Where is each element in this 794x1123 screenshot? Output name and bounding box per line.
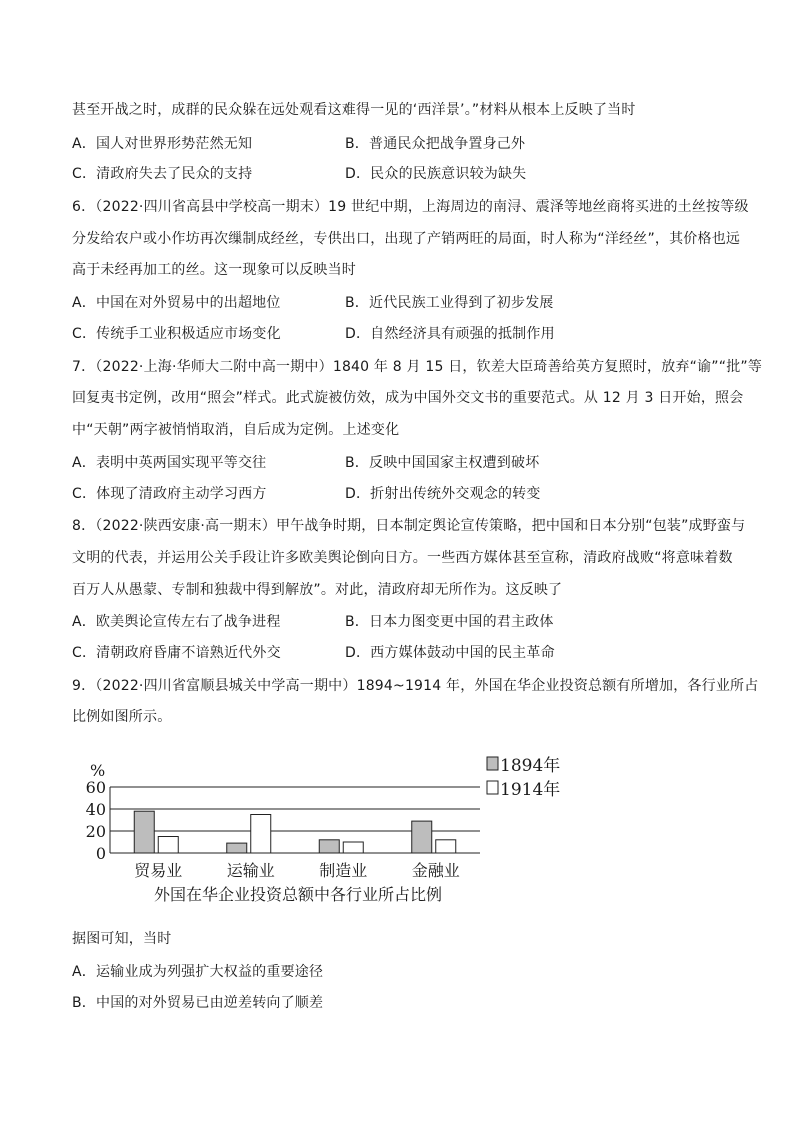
y-tick-label: 40 <box>85 800 106 819</box>
q7-stem-line-2: 回复夷书定例，改用“照会”样式。此式旋被仿效，成为中国外交文书的重要范式。从 12 月 3 日开始，照会 <box>72 390 744 406</box>
question-5-stem-end: 甚至开战之时，成群的民众躲在远处观看这难得一见的‘西洋景’。”材料从根本上反映了当时 <box>72 102 636 118</box>
q7-option-d: D．折射出传统外交观念的转变 <box>345 486 541 502</box>
q7-stem-line-1: 7．（2022·上海·华师大二附中高一期中）1840 年 8 月 15 日，钦差大臣琦善给英方复照时，放弃“谕”“批”等 <box>72 359 763 375</box>
legend-swatch <box>487 781 498 794</box>
q6-option-b: B．近代民族工业得到了初步发展 <box>345 295 554 311</box>
q9-option-b: B．中国的对外贸易已由逆差转向了顺差 <box>72 995 324 1011</box>
q7-option-b: B．反映中国国家主权遭到破坏 <box>345 455 540 471</box>
q5-option-b: B．普通民众把战争置身己外 <box>345 136 526 152</box>
q8-option-c: C．清朝政府昏庸不谙熟近代外交 <box>72 645 281 661</box>
q8-stem-line-3: 百万人从愚蒙、专制和独裁中得到解放”。对此，清政府却无所作为。这反映了 <box>72 582 563 598</box>
legend-swatch <box>487 757 498 770</box>
chart-title: 外国在华企业投资总额中各行业所占比例 <box>153 885 443 904</box>
q5-option-c: C．清政府失去了民众的支持 <box>72 166 253 182</box>
x-category-label: 运输业 <box>226 861 275 880</box>
legend-label: 1914年 <box>500 780 561 800</box>
q8-option-b: B．日本力图变更中国的君主政体 <box>345 614 554 630</box>
investment-bar-chart <box>80 752 580 912</box>
bar-series-2 <box>251 815 271 854</box>
q8-option-d: D．西方媒体鼓动中国的民主革命 <box>345 645 555 661</box>
bar-series-2 <box>158 837 178 854</box>
q5-option-a: A．国人对世界形势茫然无知 <box>72 136 253 152</box>
q7-option-c: C．体现了清政府主动学习西方 <box>72 486 267 502</box>
q7-stem-line-3: 中“天朝”两字被悄悄取消，自后成为定例。上述变化 <box>72 422 400 438</box>
y-tick-label: 60 <box>85 778 106 797</box>
x-category-label: 贸易业 <box>134 861 183 880</box>
q8-stem-line-1: 8．（2022·陕西安康·高一期末）甲午战争时期，日本制定舆论宣传策略，把中国和日本分别“包装”成野蛮与 <box>72 518 746 534</box>
q8-stem-line-2: 文明的代表，并运用公关手段让许多欧美舆论倒向日方。一些西方媒体甚至宣称，清政府战败“将意味着数 <box>72 550 733 566</box>
x-category-label: 金融业 <box>411 861 460 880</box>
q7-option-a: A．表明中英两国实现平等交往 <box>72 455 267 471</box>
q9-stem-after-chart: 据图可知，当时 <box>72 931 172 947</box>
x-category-label: 制造业 <box>319 861 368 880</box>
y-tick-label: 20 <box>85 822 106 841</box>
bar-series-2 <box>343 842 363 853</box>
bar-series-1 <box>412 821 432 853</box>
q6-stem-line-3: 高于未经再加工的丝。这一现象可以反映当时 <box>72 262 356 278</box>
y-axis-label: % <box>90 761 106 780</box>
q6-option-a: A．中国在对外贸易中的出超地位 <box>72 295 281 311</box>
q8-option-a: A．欧美舆论宣传左右了战争进程 <box>72 614 281 630</box>
q6-option-c: C．传统手工业积极适应市场变化 <box>72 326 281 342</box>
q5-option-d: D．民众的民族意识较为缺失 <box>345 166 527 182</box>
bar-series-1 <box>319 840 339 853</box>
q6-option-d: D．自然经济具有顽强的抵制作用 <box>345 326 555 342</box>
legend-label: 1894年 <box>500 756 561 776</box>
y-tick-label: 0 <box>95 844 106 863</box>
q6-stem-line-2: 分发给农户或小作坊再次缫制成经丝，专供出口，出现了产销两旺的局面，时人称为“洋经丝”，其价格也远 <box>72 231 741 247</box>
bar-series-1 <box>227 843 247 853</box>
q9-option-a: A．运输业成为列强扩大权益的重要途径 <box>72 964 324 980</box>
q9-stem-line-2: 比例如图所示。 <box>72 709 172 725</box>
bar-series-2 <box>436 840 456 853</box>
q6-stem-line-1: 6．（2022·四川省高县中学校高一期末）19 世纪中期，上海周边的南浔、震泽等地丝商将买进的土丝按等级 <box>72 199 749 215</box>
q9-stem-line-1: 9．（2022·四川省富顺县城关中学高一期中）1894~1914 年，外国在华企业投资总额有所增加，各行业所占 <box>72 678 759 694</box>
bar-series-1 <box>134 811 154 853</box>
